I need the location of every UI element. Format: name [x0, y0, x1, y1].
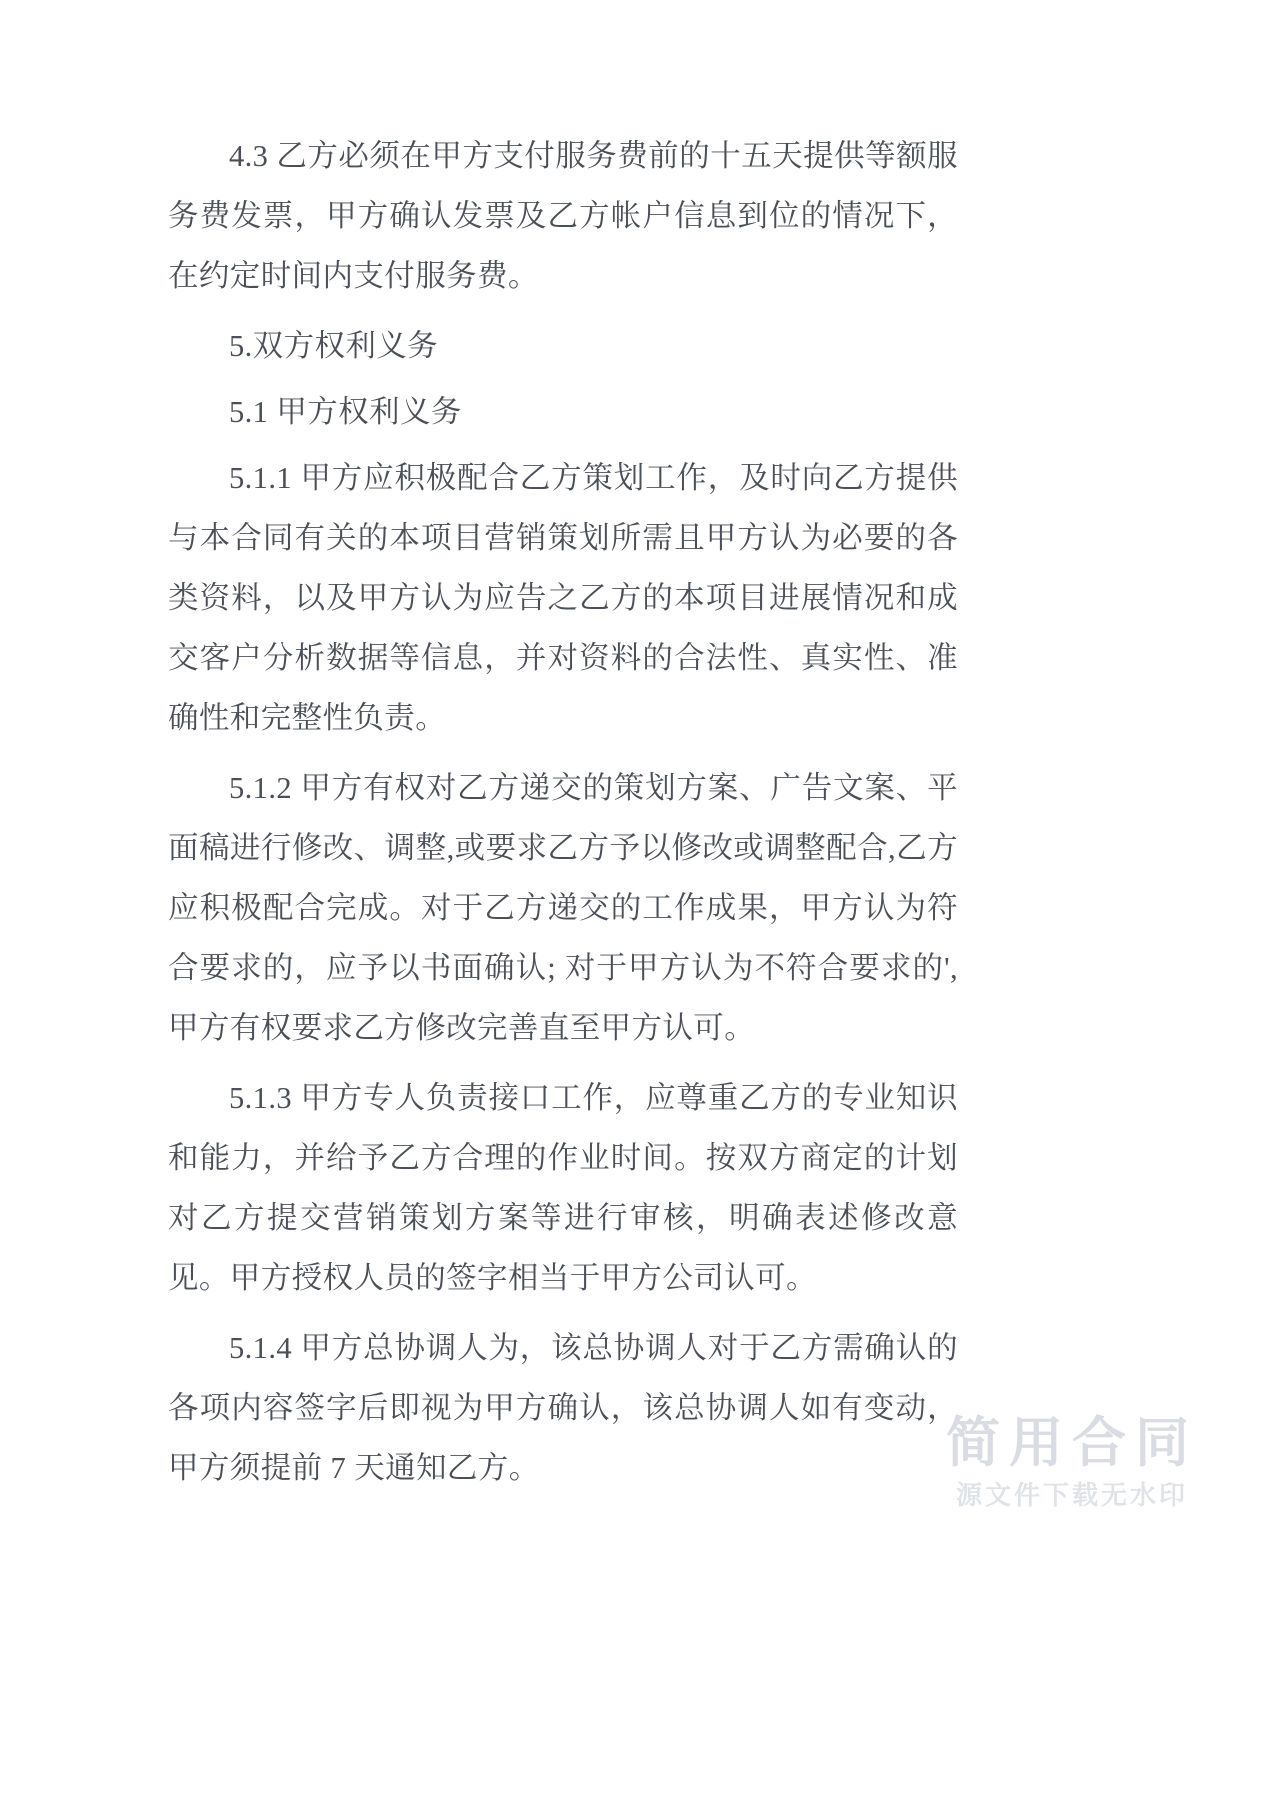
- watermark: [946, 1412, 1198, 1511]
- paragraph-4-3: 4.3 乙方必须在甲方支付服务费前的十五天提供等额服务费发票，甲方确认发票及乙方帐户信息到位的情况下，在约定时间内支付服务费。: [168, 139, 958, 293]
- paragraph-5-1-2: 5.1.2 甲方有权对乙方递交的策划方案、广告文案、平面稿进行修改、调整,或要求乙方予以修改或调整配合,乙方应积极配合完成。对于乙方递交的工作成果，甲方认为符合要求的，应予以书面确认; 对于甲方认为不符合要求的',甲方有权要求乙方修改完善直至甲方认可。: [168, 771, 958, 1045]
- paragraph-spacer: [168, 1058, 958, 1068]
- paragraph-spacer: [168, 748, 958, 758]
- paragraph-5-1-3: 5.1.3 甲方专人负责接口工作，应尊重乙方的专业知识和能力，并给予乙方合理的作业时间。按双方商定的计划对乙方提交营销策划方案等进行审核，明确表述修改意见。甲方授权人员的签字相当于甲方公司认可。: [168, 1081, 958, 1295]
- paragraph-spacer: [168, 306, 958, 316]
- watermark-title: 简用合同: [946, 1412, 1198, 1473]
- watermark-subtitle: 源文件下载无水印: [955, 1480, 1188, 1511]
- paragraph-5-1-1: 5.1.1 甲方应积极配合乙方策划工作，及时向乙方提供与本合同有关的本项目营销策划所需且甲方认为必要的各类资料，以及甲方认为应告之乙方的本项目进展情况和成交客户分析数据等信息，并对资料的合法性、真实性、准确性和完整性负责。: [168, 461, 958, 735]
- heading-5: 5.双方权利义务: [229, 329, 439, 363]
- paragraph-spacer: [168, 1308, 958, 1318]
- paragraph-5-1-4: 5.1.4 甲方总协调人为，该总协调人对于乙方需确认的各项内容签字后即视为甲方确认，该总协调人如有变动，甲方须提前 7 天通知乙方。: [168, 1331, 958, 1485]
- document-body: [168, 126, 958, 1498]
- heading-5-1: 5.1 甲方权利义务: [229, 395, 462, 429]
